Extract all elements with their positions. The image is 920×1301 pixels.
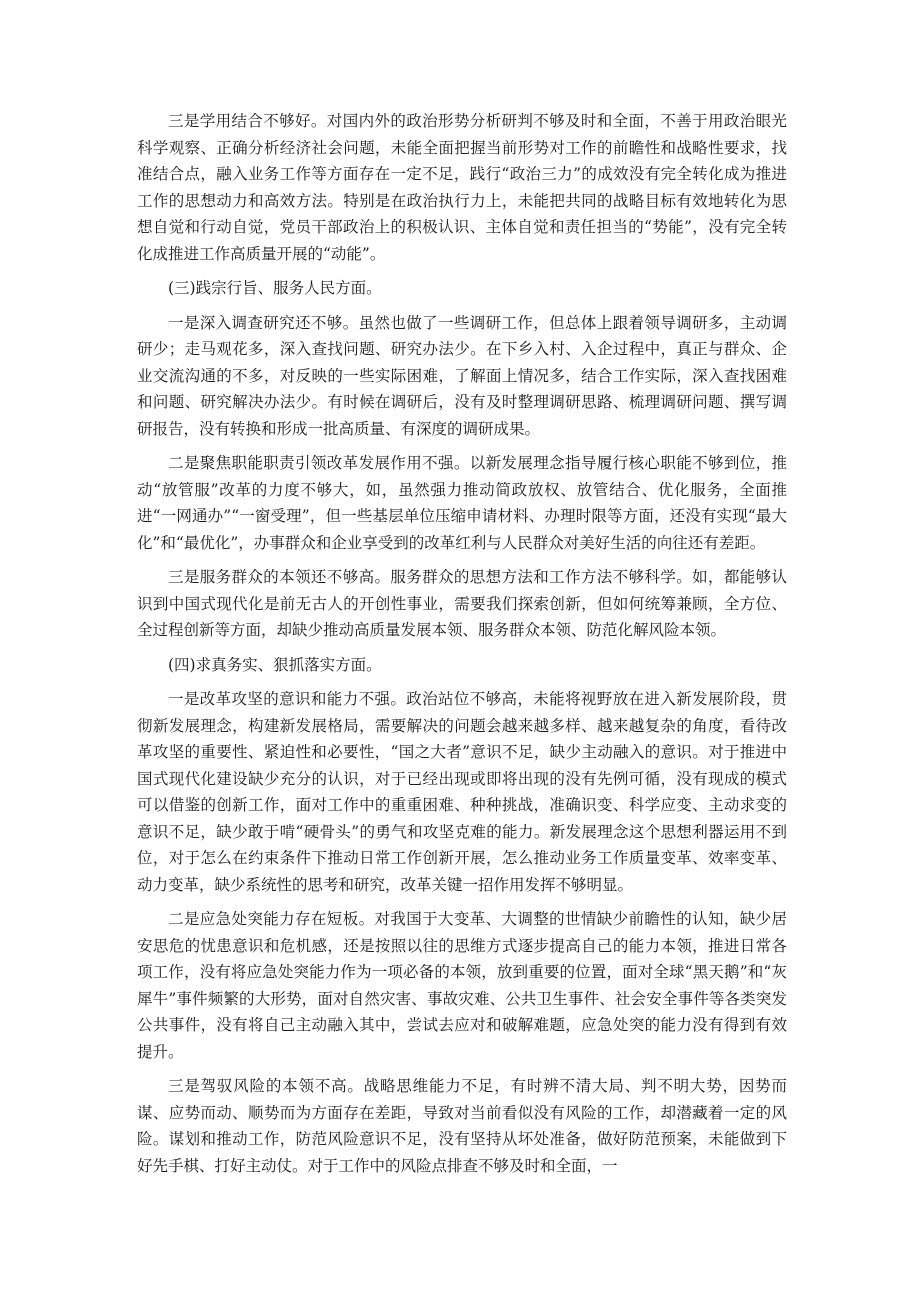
document-body <box>137 108 787 1187</box>
section-heading-serve-people: (三)践宗行旨、服务人民方面。 <box>168 279 382 297</box>
paragraph-investigation-research: 一是深入调查研究还不够。虽然也做了一些调研工作，但总体上跟着领导调研多，主动调研少；走马观花多，深入查找问题、研究办法少。在下乡入村、入企过程中，真正与群众、企业交流沟通的不多，对反映的一些实际困难，了解面上情况多，结合工作实际，深入查找困难和问题、研究解决办法少。有时候在调研后，没有及时整理调研思路、梳理调研问题、撰写调研报告，没有转换和形成一批高质量、有深度的调研成果。 <box>137 313 787 438</box>
paragraph-emergency-response: 二是应急处突能力存在短板。对我国于大变革、大调整的世情缺少前瞻性的认知，缺少居安思危的忧患意识和危机感，还是按照以往的思维方式逐步提高自己的能力本领，推进日常各项工作，没有将应急处突能力作为一项必备的本领，放到重要的位置，面对全球“黑天鹅”和“灰犀牛”事件频繁的大形势，面对自然灾害、事故灾难、公共卫生事件、社会安全事件等各类突发公共事件，没有将自己主动融入其中，尝试去应对和破解难题，应急处突的能力没有得到有效提升。 <box>137 910 787 1061</box>
paragraph-functional-duties: 二是聚焦职能职责引领改革发展作用不强。以新发展理念指导履行核心职能不够到位，推动“放管服”改革的力度不够大，如，虽然强力推动简政放权、放管结合、优化服务，全面推进“一网通办”“一窗受理”，但一些基层单位压缩申请材料、办理时限等方面，还没有实现“最大化”和“最优化”，办事群众和企业享受到的改革红利与人民群众对美好生活的向往还有差距。 <box>137 454 787 552</box>
paragraph-reform-tackling: 一是改革攻坚的意识和能力不强。政治站位不够高，未能将视野放在进入新发展阶段，贯彻新发展理念，构建新发展格局，需要解决的问题会越来越多样、越来越复杂的角度，看待改革攻坚的重要性、紧迫性和必要性，“国之大者”意识不足，缺少主动融入的意识。对于推进中国式现代化建设缺少充分的认识，对于已经出现或即将出现的没有先例可循，没有现成的模式可以借鉴的创新工作，面对工作中的重重困难、种种挑战，准确识变、科学应变、主动求变的意识不足，缺少敢于啃“硬骨头”的勇气和攻坚克难的能力。新发展理念这个思想利器运用不到位，对于怎么在约束条件下推动日常工作创新开展，怎么推动业务工作质量变革、效率变革、动力变革，缺少系统性的思考和研究，改革关键一招作用发挥不够明显。 <box>137 690 787 894</box>
paragraph-risk-control: 三是驾驭风险的本领不高。战略思维能力不足，有时辨不清大局、判不明大势，因势而谋、应势而动、顺势而为方面存在差距，导致对当前看似没有风险的工作，却潜藏着一定的风险。谋划和推动工作，防范风险意识不足，没有坚持从坏处准备，做好防范预案，未能做到下好先手棋、打好主动仗。对于工作中的风险点排查不够及时和全面，一 <box>137 1077 787 1175</box>
section-heading-pragmatic-implementation: (四)求真务实、狠抓落实方面。 <box>168 655 382 674</box>
paragraph-study-application: 三是学用结合不够好。对国内外的政治形势分析研判不够及时和全面，不善于用政治眼光科学观察、正确分析经济社会问题，未能全面把握当前形势对工作的前瞻性和战略性要求，找准结合点，融入业务工作等方面存在一定不足，践行“政治三力”的成效没有完全转化成为推进工作的思想动力和高效方法。特别是在政治执行力上，未能把共同的战略目标有效地转化为思想自觉和行动自觉，党员干部政治上的积极认识、主体自觉和责任担当的“势能”，没有完全转化成推进工作高质量开展的“动能”。 <box>137 112 787 263</box>
paragraph-serve-masses: 三是服务群众的本领还不够高。服务群众的思想方法和工作方法不够科学。如，都能够认识到中国式现代化是前无古人的开创性事业，需要我们探索创新，但如何统筹兼顾，全方位、全过程创新等方面，却缺少推动高质量发展本领、服务群众本领、防范化解风险本领。 <box>137 568 787 639</box>
